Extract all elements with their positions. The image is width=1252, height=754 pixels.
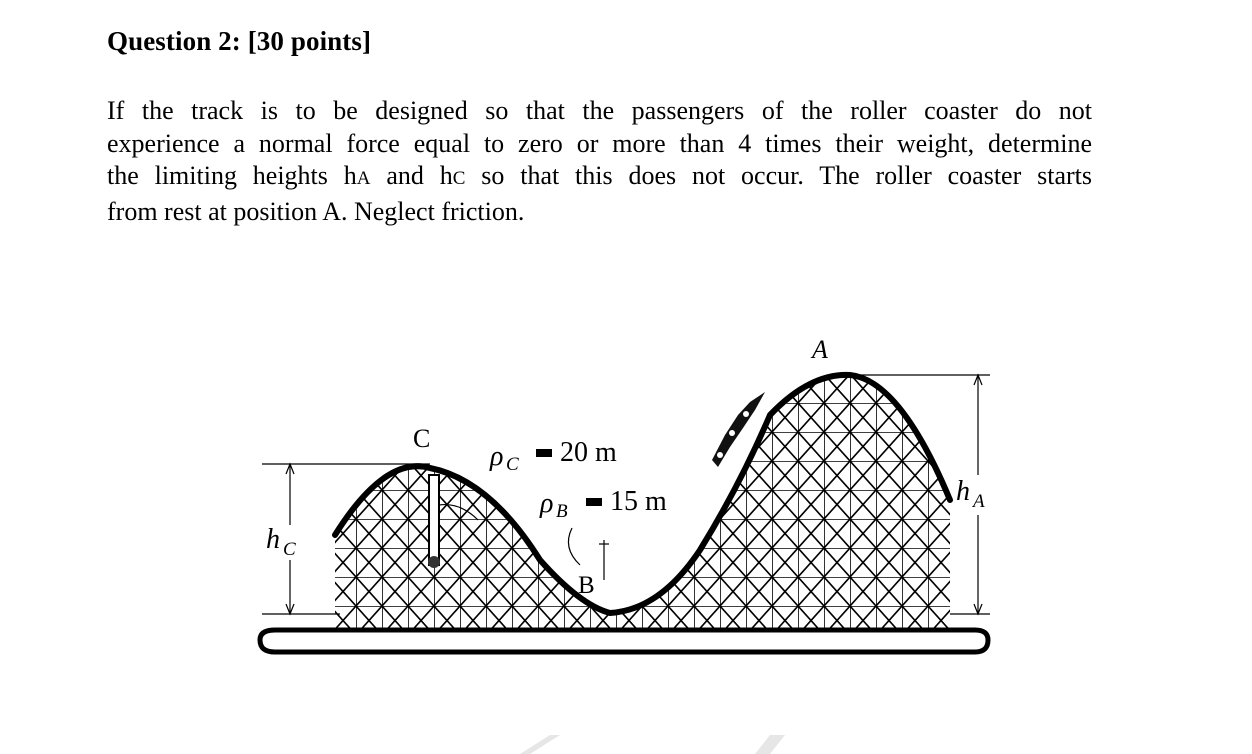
roller-coaster-figure xyxy=(250,330,1000,670)
h-c-symbol: h xyxy=(266,524,280,555)
rho-c-symbol: ρ xyxy=(490,441,504,472)
line-3-part-1: the limiting heights h xyxy=(107,161,357,190)
label-point-a: A xyxy=(812,335,828,364)
line-3-part-2: and h xyxy=(370,161,453,190)
roller-coaster-diagram xyxy=(250,330,1000,670)
rho-b-subscript: B xyxy=(556,501,568,522)
faint-watermark xyxy=(500,735,800,754)
rho-b-value: 15 m xyxy=(610,486,667,517)
ground-base xyxy=(260,630,988,652)
rho-c-label xyxy=(489,437,617,475)
question-heading: Question 2: [30 points] xyxy=(107,26,372,56)
h-a-symbol: h xyxy=(956,476,970,507)
h-c-subscript: C xyxy=(283,539,296,560)
label-point-b: B xyxy=(578,572,595,599)
question-text xyxy=(107,95,1092,228)
h-a-label xyxy=(956,476,985,512)
rho-b-label xyxy=(539,486,667,522)
question-line-1: If the track is to be designed so that the passengers of the roller coaster do not xyxy=(107,96,1092,125)
h-c-label xyxy=(266,524,296,560)
line-3-part-3: so that this does not occur. The roller coaster starts xyxy=(465,161,1092,190)
rho-c-subscript: C xyxy=(506,454,519,475)
rho-b-equals-mark xyxy=(586,498,602,506)
question-line-3 xyxy=(107,160,1092,196)
rho-b-symbol: ρ xyxy=(540,488,554,519)
label-point-c: C xyxy=(413,424,431,453)
question-line-2: experience a normal force equal to zero or more than 4 times their weight, determine xyxy=(107,128,1092,158)
h-c-subscript-text: C xyxy=(452,168,466,189)
h-a-subscript: A xyxy=(973,491,985,512)
h-a-subscript-text: A xyxy=(356,168,371,189)
rho-c-equals-mark xyxy=(536,449,552,457)
support-post-c xyxy=(429,475,439,565)
question-line-4: from rest at position A. Neglect friction. xyxy=(107,196,525,226)
car-at-c xyxy=(428,556,440,568)
rho-c-value: 20 m xyxy=(560,437,617,468)
